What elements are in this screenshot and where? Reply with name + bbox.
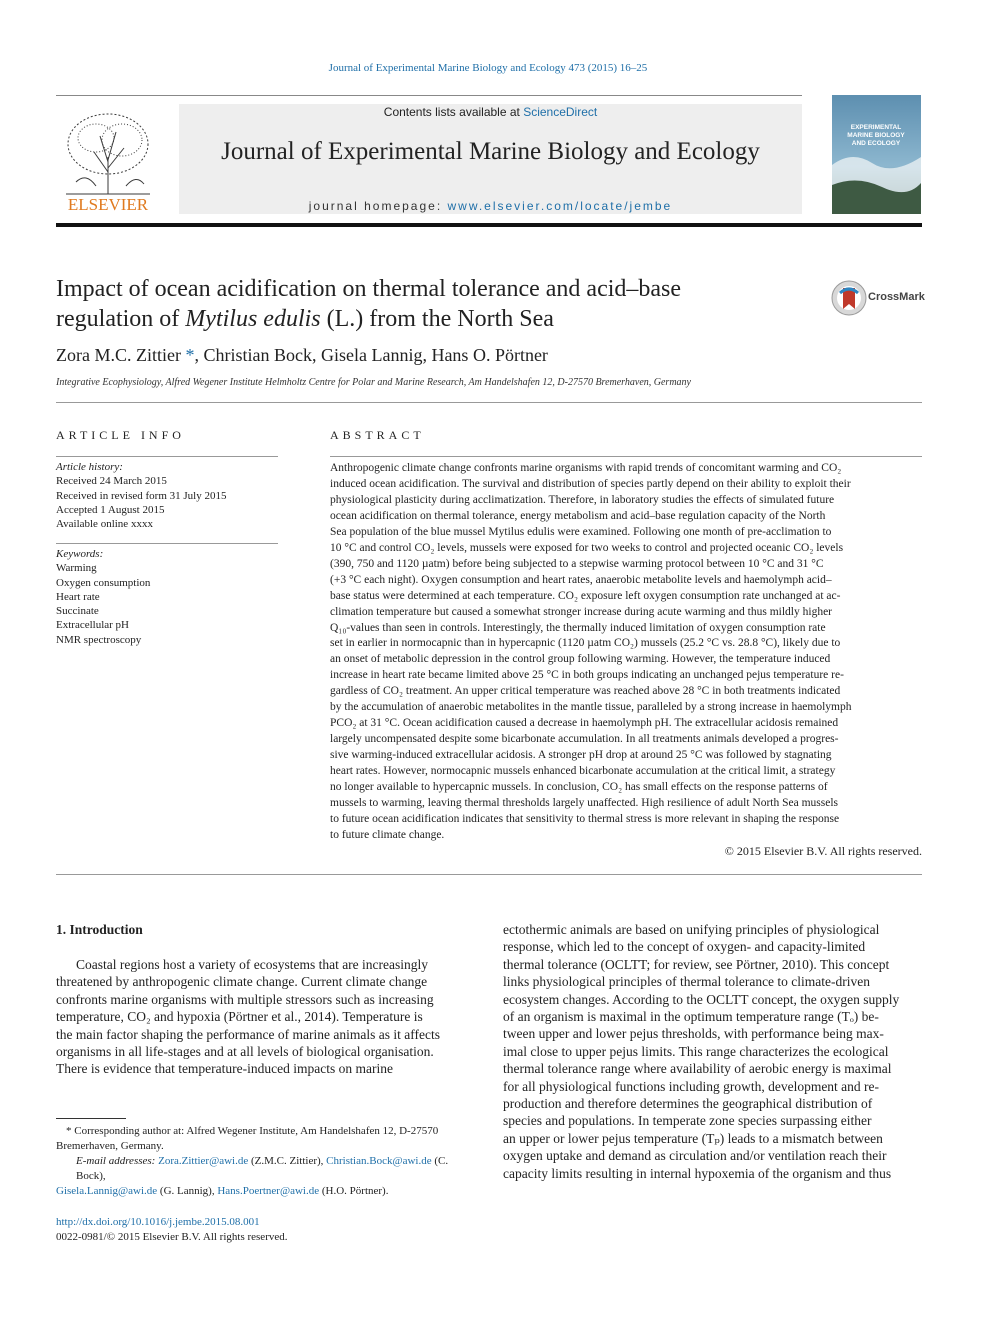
- abstract-body: [330, 461, 922, 844]
- affiliation: Integrative Ecophysiology, Alfred Wegener Institute Helmholtz Centre for Polar and Marine Research, Am Handelshafen 12, D-27570 Bremerhaven, Germany: [56, 377, 691, 388]
- elsevier-logo[interactable]: [56, 102, 160, 214]
- body-line: ecosystem changes. According to the OCLTT concept, the oxygen supply: [503, 991, 900, 1007]
- journal-homepage: [179, 199, 802, 213]
- contents-line: [179, 105, 802, 119]
- journal-citation[interactable]: Journal of Experimental Marine Biology and Ecology 473 (2015) 16–25: [328, 62, 648, 74]
- corresponding-text-2: Bremerhaven, Germany.: [56, 1140, 164, 1152]
- abstract-line: (+3 °C each night). Oxygen consumption and heart rates, anaerobic metabolite levels and haemolymph acid–: [330, 573, 832, 586]
- abstract-line: to future climate change.: [330, 828, 445, 841]
- title-line-1: Impact of ocean acidification on thermal tolerance and acid–base: [56, 276, 682, 302]
- body-line: temperature, CO₂ and hypoxia (Pörtner et al., 2014). Temperature is: [56, 1009, 423, 1025]
- email-label: E-mail addresses:: [76, 1155, 156, 1167]
- body-line: imal close to upper pejus limits. This range characterizes the ecological: [503, 1043, 889, 1059]
- header-top-rule: [56, 95, 802, 96]
- abstract-copyright: © 2015 Elsevier B.V. All rights reserved.: [724, 844, 922, 858]
- email-name: (G. Lannig),: [157, 1185, 218, 1197]
- abstract-line: base status were determined at each temperature. CO₂ exposure left oxygen consumption rate unchanged at ac-: [330, 589, 841, 602]
- article-title: [56, 274, 796, 334]
- svg-text:AND ECOLOGY: AND ECOLOGY: [851, 140, 901, 147]
- body-line: There is evidence that temperature-induced impacts on marine: [56, 1061, 393, 1077]
- body-line: confronts marine organisms with multiple stressors such as increasing: [56, 991, 434, 1007]
- crossmark-button[interactable]: [830, 279, 925, 317]
- body-line: organisms in all life-stages and at all levels of biological organisation.: [56, 1044, 434, 1060]
- email-link-lannig[interactable]: Gisela.Lannig@awi.de: [56, 1185, 158, 1197]
- doi-link[interactable]: http://dx.doi.org/10.1016/j.jembe.2015.08.001: [56, 1216, 260, 1228]
- body-line: for all physiological functions including growth, development and re-: [503, 1078, 880, 1094]
- crossmark-label: CrossMark: [868, 291, 925, 303]
- body-line: the main factor shaping the performance of marine animals as it affects: [56, 1026, 440, 1042]
- keyword: Oxygen consumption: [56, 576, 151, 589]
- keyword: Extracellular pH: [56, 619, 129, 632]
- keyword: Warming: [56, 562, 97, 575]
- keyword: NMR spectroscopy: [56, 633, 142, 646]
- corresponding-text: Corresponding author at: Alfred Wegener Institute, Am Handelshafen 12, D-27570: [74, 1125, 439, 1137]
- abstract-line: Anthropogenic climate change confronts marine organisms with rapid trends of concomitant warming and CO₂: [330, 462, 842, 474]
- body-line: production and therefore determines the geographical distribution of: [503, 1096, 873, 1112]
- footnote-line: [56, 1124, 476, 1139]
- history-revised: Received in revised form 31 July 2015: [56, 489, 227, 502]
- species-name: Mytilus edulis: [185, 306, 321, 332]
- abstract-line: climation temperature but caused a somewhat stronger increase during acute warming and thus mildly higher: [330, 605, 833, 618]
- abstract-line: sive warming-induced extracellular acidosis. A stronger pH drop at around 25 °C was followed by stagnating: [330, 749, 832, 762]
- body-line: response, which led to the concept of oxygen- and capacity-limited: [503, 939, 866, 955]
- doi-block: [56, 1215, 476, 1245]
- body-line: tween upper and lower pejus thresholds, with performance being max-: [503, 1026, 884, 1042]
- intro-right-column: [503, 921, 922, 1182]
- author-zittier: Zora M.C. Zittier: [56, 345, 186, 365]
- body-line: thermal tolerance (OCLTT; for review, see Pörtner, 2010). This concept: [503, 956, 890, 972]
- abstract-line: Q₁₀-values than seen in controls. Interestingly, the thermally induced limitation of oxygen consumption rate: [330, 621, 826, 634]
- body-line: oxygen uptake and demand as circulation and/or ventilation reach their: [503, 1148, 887, 1164]
- contents-prefix: Contents lists available at: [383, 105, 524, 119]
- header-divider: [56, 223, 922, 227]
- keywords-divider: [56, 543, 278, 544]
- email-name: (H.O. Pörtner).: [319, 1185, 389, 1197]
- body-line: Coastal regions host a variety of ecosystems that are increasingly: [76, 957, 429, 972]
- abstract-line: Sea population of the blue mussel Mytilus edulis were examined. Following one month of pre-acclimation to: [330, 525, 832, 538]
- abstract-line: heart rates. However, normocapnic mussels enhanced bicarbonate accumulation at the critical limit, a strategy: [330, 765, 836, 778]
- keyword: Succinate: [56, 605, 99, 618]
- abstract-line: (390, 750 and 1120 µatm) before being subjected to a stepwise warming protocol between 10 °C and 31 °C: [330, 557, 824, 570]
- other-authors: , Christian Bock, Gisela Lannig, Hans O. Pörtner: [194, 345, 548, 365]
- body-line: thermal tolerance range where availability of aerobic energy is maximal: [503, 1061, 892, 1077]
- body-line: links physiological principles of thermal tolerance to climate-driven: [503, 974, 871, 990]
- section-heading-introduction: 1. Introduction: [56, 922, 143, 937]
- svg-text:EXPERIMENTAL: EXPERIMENTAL: [850, 124, 902, 131]
- body-line: ectothermic animals are based on unifying principles of physiological: [503, 922, 880, 937]
- body-line: an upper or lower pejus temperature (Tₚ) leads to a mismatch between: [503, 1130, 883, 1146]
- abstract-line: physiological plasticity during acclimatization. Therefore, in laboratory studies the effects of simulated future: [330, 493, 835, 506]
- body-line: threatened by anthropogenic climate change. Current climate change: [56, 974, 428, 990]
- email-name: (C. Bock),: [76, 1155, 449, 1182]
- article-info-divider: [56, 456, 278, 457]
- abstract-line: ocean acidification on thermal tolerance, energy metabolism and acid–base regulation capacity of the North: [330, 509, 826, 522]
- elsevier-tree-icon: [56, 102, 160, 214]
- abstract-line: mussels to warming, leaving thermal thresholds largely unaffected. High resilience of adult North Sea mussels: [330, 797, 839, 810]
- abstract-line: an onset of metabolic depression in the control group following warming. However, the temperature induced: [330, 653, 831, 666]
- publisher-name: ELSEVIER: [67, 195, 149, 214]
- email-link-bock[interactable]: Christian.Bock@awi.de: [326, 1155, 432, 1167]
- corresponding-author-footnote: [56, 1124, 476, 1199]
- history-accepted: Accepted 1 August 2015: [56, 503, 165, 516]
- title-line-2-post: (L.) from the North Sea: [320, 306, 554, 332]
- corresponding-author-marker[interactable]: *: [185, 345, 195, 365]
- abstract-label: ABSTRACT: [330, 428, 425, 442]
- abstract-line: to future ocean acidification indicates that sensitivity to thermal stress is more relevant in shaping the response: [330, 812, 840, 825]
- email-line-2: [56, 1184, 476, 1199]
- crossmark-icon: [830, 279, 868, 317]
- abstract-line: increase in heart rate became limited above 25 °C in both groups indicating an unchanged pejus temperature re-: [330, 669, 844, 682]
- journal-cover-thumbnail[interactable]: [832, 95, 921, 214]
- body-line: of an organism is maximal in the optimum temperature range (Tₒ) be-: [503, 1009, 879, 1025]
- abstract-line: 10 °C and control CO₂ levels, mussels were exposed for two weeks to control and projected oceanic CO₂ levels: [330, 541, 844, 554]
- issn-copyright: 0022-0981/© 2015 Elsevier B.V. All rights reserved.: [56, 1231, 288, 1243]
- title-line-2-pre: regulation of: [56, 306, 186, 332]
- article-info-label: ARTICLE INFO: [56, 428, 185, 442]
- abstract-line: by the accumulation of anaerobic metabolites in the mantle tissue, paralleled by a strong increase in haemolymph: [330, 701, 852, 714]
- title-divider: [56, 402, 922, 403]
- journal-cover-image: [832, 95, 921, 214]
- article-history: [56, 460, 278, 531]
- email-line: [56, 1154, 476, 1184]
- abstract-line: largely uncompensated despite some bicarbonate accumulation. In all treatments animals developed a progres-: [330, 733, 839, 746]
- homepage-prefix: journal homepage:: [308, 199, 448, 213]
- history-received: Received 24 March 2015: [56, 475, 167, 488]
- abstract-line: PCO₂ at 31 °C. Ocean acidification caused a decrease in haemolymph pH. The extracellular acidosis remained: [330, 717, 839, 730]
- body-line: species and populations. In temperate zone species surpassing either: [503, 1113, 872, 1129]
- footnote-rule: [56, 1118, 126, 1119]
- abstract-line: set in earlier in normocapnic than in hypercapnic (1120 µatm CO₂) mussels (25.2 °C vs. 28.8 °C), likely due to: [330, 637, 841, 650]
- email-link-zittier[interactable]: Zora.Zittier@awi.de: [158, 1155, 249, 1167]
- intro-left-column: [56, 956, 474, 1078]
- abstract-line: gardless of CO₂ treatment. An upper critical temperature was reached above 28 °C in both treatments indicated: [330, 685, 841, 698]
- history-online: Available online xxxx: [56, 518, 153, 531]
- footnote-star: *: [66, 1125, 72, 1137]
- email-link-poertner[interactable]: Hans.Poertner@awi.de: [217, 1185, 320, 1197]
- abstract-line: induced ocean acidification. The survival and distribution of species partly depend on their ability to exploit their: [330, 477, 851, 490]
- journal-title: Journal of Experimental Marine Biology and Ecology: [221, 138, 760, 165]
- abstract-line: no longer available to hypercapnic mussels. In conclusion, CO₂ has small effects on the response patterns of: [330, 781, 828, 794]
- body-line: capacity limits resulting in internal hypoxemia of the organism and thus: [503, 1165, 892, 1181]
- homepage-link[interactable]: www.elsevier.com/locate/jembe: [447, 199, 673, 213]
- author-list: [56, 345, 922, 366]
- keyword: Heart rate: [56, 590, 100, 603]
- keywords: [56, 547, 278, 647]
- sciencedirect-link[interactable]: ScienceDirect: [523, 105, 598, 119]
- history-label: Article history:: [56, 461, 123, 473]
- keywords-label: Keywords:: [56, 548, 104, 560]
- email-name: (Z.M.C. Zittier),: [248, 1155, 327, 1167]
- svg-text:MARINE BIOLOGY: MARINE BIOLOGY: [847, 132, 905, 139]
- abstract-divider: [330, 456, 922, 457]
- abstract-bottom-divider: [56, 874, 922, 875]
- title-line-2: [56, 304, 796, 334]
